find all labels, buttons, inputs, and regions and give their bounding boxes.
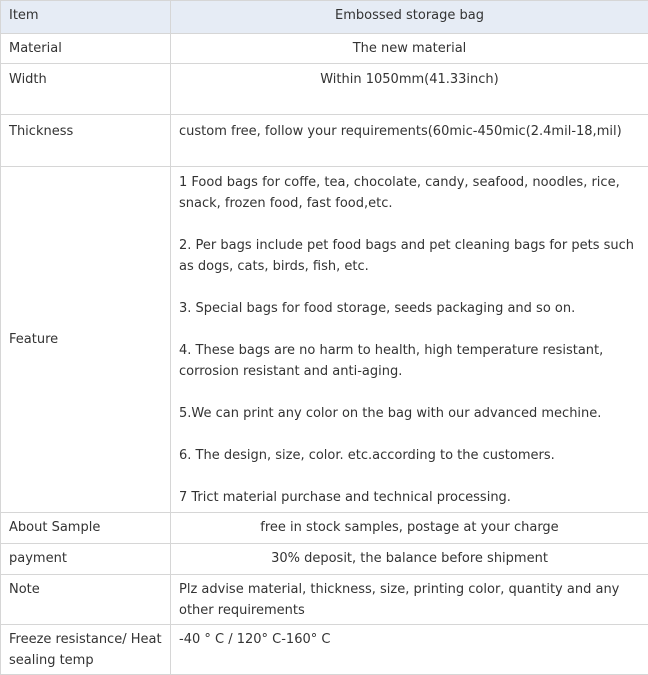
table-header-row	[1, 1, 648, 34]
freeze-label: Freeze resistance/ Heat sealing temp	[1, 625, 171, 675]
table-row-thickness	[1, 115, 648, 167]
header-product-name: Embossed storage bag	[171, 1, 648, 34]
feature-item: 2. Per bags include pet food bags and pet cleaning bags for pets such as dogs, cats, birds, fish, etc.	[179, 235, 640, 277]
feature-item: 3. Special bags for food storage, seeds packaging and so on.	[179, 298, 640, 319]
table-row-note	[1, 575, 648, 625]
sample-value: free in stock samples, postage at your charge	[171, 513, 648, 544]
sample-label: About Sample	[1, 513, 171, 544]
table-row-freeze	[1, 625, 648, 675]
freeze-value: -40 ° C / 120° C-160° C	[171, 625, 648, 675]
payment-value: 30% deposit, the balance before shipment	[171, 544, 648, 575]
feature-item: 6. The design, size, color. etc.according to the customers.	[179, 445, 640, 466]
width-label: Width	[1, 64, 171, 115]
thickness-value: custom free, follow your requirements(60mic-450mic(2.4mil-18,mil)	[171, 115, 648, 167]
width-value: Within 1050mm(41.33inch)	[171, 64, 648, 115]
feature-item: 7 Trict material purchase and technical processing.	[179, 487, 640, 508]
note-value: Plz advise material, thickness, size, printing color, quantity and any other requirements	[171, 575, 648, 625]
feature-list	[171, 167, 648, 513]
table-row-material	[1, 34, 648, 64]
header-item-label: Item	[1, 1, 171, 34]
thickness-label: Thickness	[1, 115, 171, 167]
note-label: Note	[1, 575, 171, 625]
payment-label: payment	[1, 544, 171, 575]
feature-item: 5.We can print any color on the bag with our advanced mechine.	[179, 403, 640, 424]
feature-item: 1 Food bags for coffe, tea, chocolate, candy, seafood, noodles, rice, snack, frozen food, fast food,etc.	[179, 172, 640, 214]
feature-item: 4. These bags are no harm to health, high temperature resistant, corrosion resistant and anti-aging.	[179, 340, 640, 382]
feature-label: Feature	[1, 167, 171, 513]
material-label: Material	[1, 34, 171, 64]
table-row-feature	[1, 167, 648, 513]
table-row-payment	[1, 544, 648, 575]
table-row-width	[1, 64, 648, 115]
material-value: The new material	[171, 34, 648, 64]
table-row-sample	[1, 513, 648, 544]
